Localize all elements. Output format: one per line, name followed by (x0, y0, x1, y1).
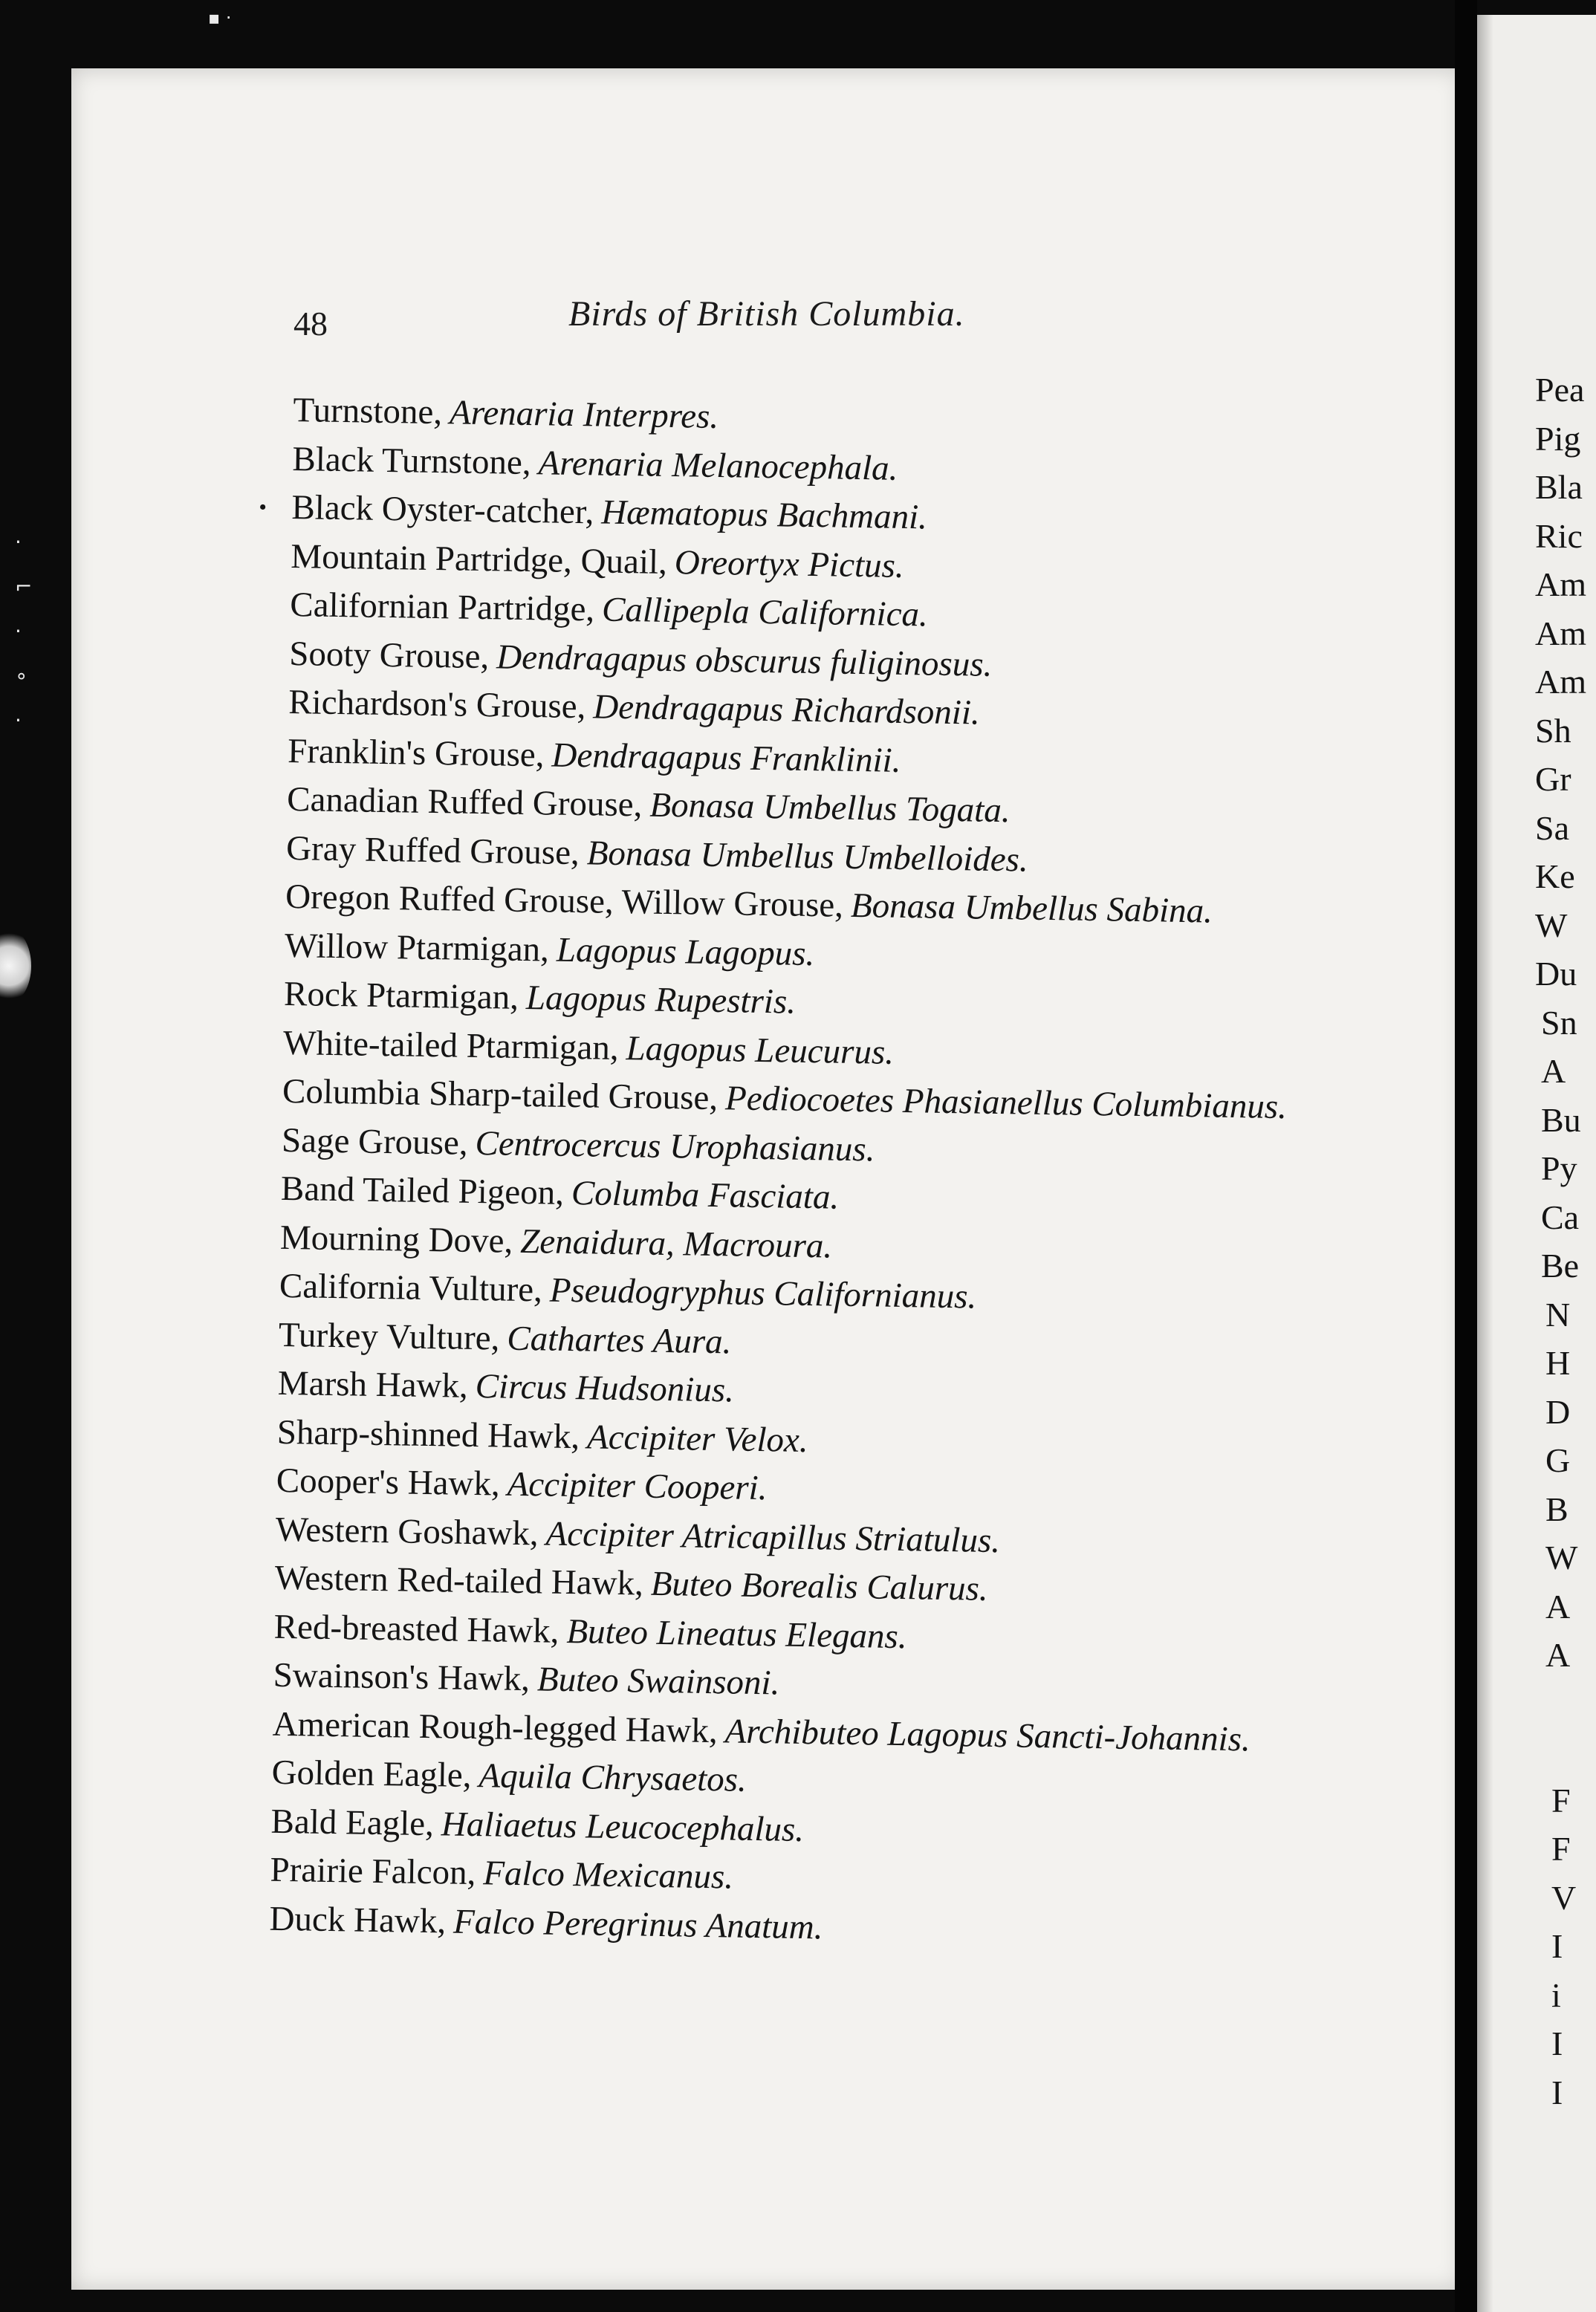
common-name: Richardson's Grouse, (288, 682, 586, 727)
scientific-name: Arenaria Interpres. (449, 393, 719, 436)
scientific-name: Dendragapus Richardsonii. (592, 687, 981, 733)
common-name: Marsh Hawk, (277, 1363, 469, 1406)
fragment-line: Pea (1535, 371, 1585, 409)
fragment-line: Pig (1535, 419, 1581, 458)
scientific-name: Callipepla Californica. (601, 590, 929, 634)
fragment-line: Du (1535, 955, 1577, 993)
scientific-name: Falco Peregrinus Anatum. (452, 1902, 823, 1946)
fragment-line: W (1535, 906, 1568, 944)
scientific-name: Dendragapus obscurus fuliginosus. (496, 637, 993, 684)
common-name: Sage Grouse, (281, 1120, 469, 1163)
common-name: Western Red-tailed Hawk, (274, 1558, 644, 1603)
scientific-name: Buteo Swainsoni. (536, 1660, 780, 1703)
common-name: Californian Partridge, (289, 585, 595, 629)
fragment-line: Sh (1535, 711, 1571, 750)
scientific-name: Cathartes Aura. (506, 1319, 732, 1361)
scientific-name: Accipiter Velox. (586, 1417, 809, 1460)
common-name: Duck Hawk, (269, 1899, 447, 1941)
scientific-name: Pseudogryphus Californianus. (549, 1270, 977, 1316)
common-name: Columbia Sharp-tailed Grouse, (282, 1071, 718, 1118)
scientific-name: Lagopus Leucurus. (626, 1028, 895, 1072)
fragment-line: D (1545, 1392, 1571, 1431)
fragment-line: Sa (1535, 808, 1569, 847)
fragment-line: F (1551, 1781, 1571, 1819)
bullet-mark: • (259, 495, 267, 520)
common-name: Franklin's Grouse, (287, 731, 545, 774)
fragment-line: Gr (1535, 760, 1571, 798)
scientific-name: Circus Hudsonius. (475, 1367, 735, 1410)
scientific-name: Buteo Lineatus Elegans. (566, 1611, 908, 1656)
fragment-line: F (1551, 1830, 1571, 1868)
scientific-name: Lagopus Rupestris. (525, 978, 797, 1022)
fragment-line: B (1545, 1490, 1569, 1528)
book-gutter (1455, 0, 1477, 2312)
scientific-name: Hæmatopus Bachmani. (600, 493, 928, 537)
fragment-line (1535, 1680, 1596, 1776)
scientific-name: Bonasa Umbellus Umbelloides. (586, 833, 1029, 880)
fragment-line: A (1545, 1636, 1571, 1674)
fragment-line: A (1545, 1587, 1571, 1626)
common-name: Bald Eagle, (270, 1802, 435, 1843)
scientific-name: Arenaria Melanocephala. (538, 443, 898, 488)
common-name: Cooper's Hawk, (276, 1461, 501, 1504)
common-name: Swainson's Hawk, (273, 1655, 531, 1699)
common-name: Willow Ptarmigan, (284, 926, 550, 969)
scientific-name: Archibuteo Lagopus Sancti-Johannis. (724, 1711, 1251, 1759)
common-name: American Rough-legged Hawk, (272, 1704, 718, 1750)
scientific-name: Lagopus Lagopus. (556, 930, 815, 973)
scientific-name: Accipiter Atricapillus Striatulus. (545, 1514, 1001, 1560)
scientific-name: Zenaidura, Macroura. (519, 1221, 833, 1266)
fragment-line: Am (1535, 565, 1586, 603)
common-name: Rock Ptarmigan, (283, 974, 519, 1017)
common-name: Gray Ruffed Grouse, (285, 828, 580, 872)
scientific-name: Haliaetus Leucocephalus. (441, 1804, 805, 1849)
common-name: White-tailed Ptarmigan, (282, 1023, 620, 1068)
page-number: 48 (293, 305, 328, 342)
common-name: Canadian Ruffed Grouse, (286, 779, 643, 825)
fragment-line: Sn (1541, 1003, 1577, 1042)
common-name: Turkey Vulture, (278, 1315, 500, 1358)
fragment-line: Py (1541, 1149, 1577, 1187)
common-name: Golden Eagle, (271, 1753, 472, 1795)
fragment-line: i (1551, 1975, 1561, 2014)
margin-specks-left: · ⌐ · ∘ · (15, 530, 33, 733)
fragment-line: I (1551, 1927, 1563, 1965)
common-name: Black Turnstone, (292, 439, 532, 482)
scientific-name: Centrocercus Urophasianus. (475, 1123, 875, 1169)
scientific-name: Dendragapus Franklinii. (551, 736, 901, 780)
fragment-line: Bla (1535, 468, 1583, 506)
scientific-name: Bonasa Umbellus Togata. (649, 785, 1011, 831)
fragment-line: N (1545, 1295, 1571, 1334)
scientific-name: Aquila Chrysaetos. (479, 1756, 747, 1799)
common-name: Sharp-shinned Hawk, (276, 1412, 580, 1456)
bird-species-list (259, 386, 1371, 1961)
common-name: Mountain Partridge, Quail, (291, 536, 668, 582)
common-name: California Vulture, (279, 1266, 543, 1310)
scan-blot (0, 929, 31, 1003)
fragment-line: Am (1535, 663, 1586, 701)
fragment-line: A (1541, 1052, 1566, 1090)
fragment-line: G (1545, 1441, 1571, 1479)
fragment-line: Be (1541, 1247, 1580, 1285)
scientific-name: Pediocoetes Phasianellus Columbianus. (724, 1079, 1288, 1127)
scientific-name: Oreortyx Pictus. (674, 542, 905, 585)
common-name: Mourning Dove, (279, 1218, 513, 1261)
scientific-name: Columba Fasciata. (571, 1174, 840, 1217)
scientific-name: Falco Mexicanus. (482, 1854, 734, 1897)
right-page-shadow (1477, 15, 1493, 2312)
scientific-name: Accipiter Cooperi. (507, 1464, 768, 1508)
scientific-name: Buteo Borealis Calurus. (650, 1564, 989, 1608)
scientific-name: Bonasa Umbellus Sabina. (850, 886, 1213, 931)
fragment-line: Am (1535, 614, 1586, 652)
fragment-line: I (1551, 2073, 1563, 2111)
fragment-line: Ca (1541, 1198, 1580, 1236)
facing-page-text-fragments (1535, 366, 1596, 2117)
fragment-line: H (1545, 1344, 1571, 1382)
fragment-line: Ric (1535, 516, 1583, 555)
fragment-line: Bu (1541, 1100, 1581, 1139)
page-header (293, 293, 1371, 345)
common-name: Turnstone, (293, 390, 443, 432)
margin-specks: ▪ · (208, 7, 232, 28)
common-name: Black Oyster-catcher, (291, 487, 594, 532)
common-name: Red-breasted Hawk, (273, 1607, 559, 1651)
common-name: Oregon Ruffed Grouse, Willow Grouse, (285, 877, 844, 925)
running-title: Birds of British Columbia. (568, 294, 965, 334)
common-name: Western Goshawk, (275, 1510, 539, 1553)
common-name: Band Tailed Pigeon, (280, 1169, 565, 1212)
common-name: Sooty Grouse, (288, 634, 490, 676)
fragment-line: I (1551, 2024, 1563, 2062)
fragment-line: Ke (1535, 857, 1575, 895)
common-name: Prairie Falcon, (270, 1850, 476, 1893)
fragment-line: W (1545, 1539, 1578, 1576)
fragment-line: V (1551, 1878, 1577, 1917)
